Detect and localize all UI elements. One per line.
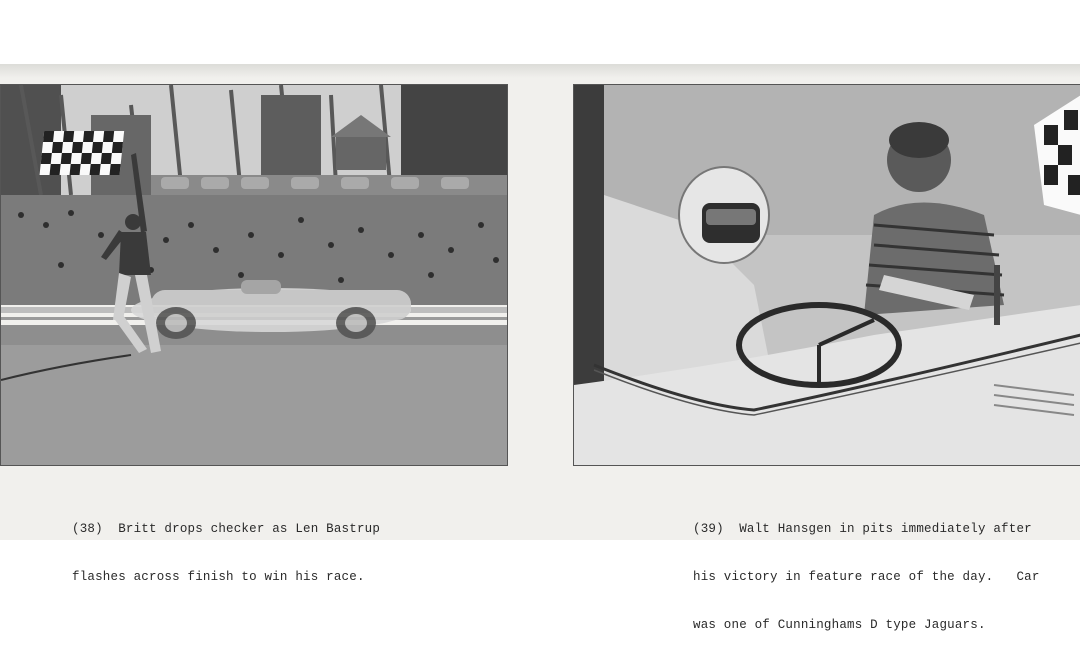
caption-line: flashes across finish to win his race. [72,570,365,584]
caption-line: his victory in feature race of the day. Car [693,570,1040,584]
caption-line: was one of Cunninghams D type Jaguars. [693,618,986,632]
caption-line: (39) Walt Hansgen in pits immediately after [693,522,1032,536]
caption-photo-38 [72,489,380,617]
photo-race-finish [0,84,508,466]
caption-photo-39 [693,489,1040,665]
photo-driver-in-pits [573,84,1080,466]
caption-line: (38) Britt drops checker as Len Bastrup [72,522,381,536]
page-fold-shadow [0,64,1080,78]
scanned-page [0,64,1080,632]
